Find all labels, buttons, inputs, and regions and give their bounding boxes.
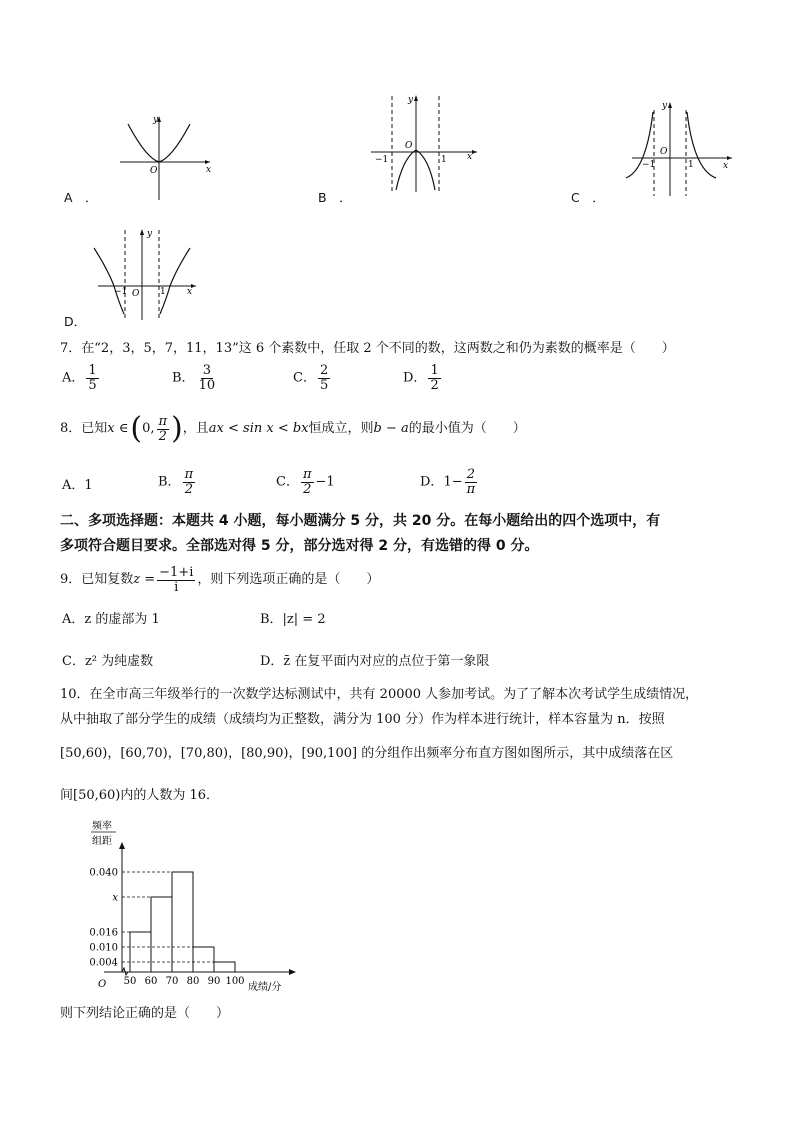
hist-ylabel-top: 频率 bbox=[92, 821, 112, 832]
q7-option-a bbox=[62, 364, 101, 392]
graph-b-y-label: y bbox=[408, 95, 414, 105]
q8-c-num: π bbox=[302, 467, 312, 482]
graph-b-svg bbox=[365, 92, 485, 194]
q9-option-d: D．z̄ 在复平面内对应的点位于第一象限 bbox=[260, 654, 490, 669]
q8-post: 恒成立，则 bbox=[308, 421, 374, 436]
q8-c-suffix: −1 bbox=[315, 474, 335, 490]
graph-c-origin: O bbox=[660, 147, 668, 157]
q7-option-b-letter: B． bbox=[172, 370, 195, 386]
q10-after: 则下列结论正确的是（ ） bbox=[60, 1006, 230, 1021]
q8-b-num: π bbox=[184, 467, 194, 482]
hist-bar bbox=[172, 872, 193, 972]
q7-option-d bbox=[403, 364, 443, 392]
q9-pre: 9．已知复数 bbox=[60, 572, 134, 588]
q8-d-den: π bbox=[466, 481, 476, 497]
graph-c-x-label: x bbox=[723, 161, 729, 171]
q9-option-b: B．|z| = 2 bbox=[260, 612, 326, 627]
q8-option-c bbox=[276, 468, 335, 496]
q8-paren-open: ( bbox=[130, 411, 143, 446]
hist-xtick-label: 50 bbox=[123, 976, 137, 987]
q7-b-den: 10 bbox=[198, 377, 216, 393]
q8-x-in: x ∈ bbox=[107, 421, 129, 436]
q8-option-b-letter: B． bbox=[158, 474, 181, 490]
graph-c-y-label: y bbox=[662, 101, 668, 111]
hist-xtick-label: 100 bbox=[225, 976, 245, 987]
hist-bar bbox=[193, 947, 214, 972]
graph-c-svg bbox=[620, 100, 740, 200]
q10-line4: 间[50,60)内的人数为 16． bbox=[60, 788, 220, 803]
q9-z-eq: z = bbox=[133, 572, 156, 588]
hist-ylabel-bottom: 组距 bbox=[92, 836, 112, 847]
hist-xtick-label: 60 bbox=[144, 976, 158, 987]
q9-option-a: A．z 的虚部为 1 bbox=[62, 612, 160, 627]
q7-option-c bbox=[293, 364, 332, 392]
q8-interval-left: 0, bbox=[142, 421, 155, 436]
hist-bar bbox=[130, 932, 151, 972]
q7-d-den: 2 bbox=[430, 377, 439, 393]
graph-c-minus-one: −1 bbox=[642, 160, 656, 170]
q7-c-num: 2 bbox=[319, 363, 329, 378]
q9-option-c: C．z² 为纯虚数 bbox=[62, 654, 154, 669]
hist-ytick-label: 0.010 bbox=[89, 942, 118, 954]
q7-d-num: 1 bbox=[430, 363, 439, 378]
graph-d-svg bbox=[88, 226, 208, 322]
hist-bar bbox=[151, 897, 172, 972]
q7-option-c-letter: C． bbox=[293, 370, 316, 386]
hist-xtick-label: 80 bbox=[186, 976, 200, 987]
q9-post: ，则下列选项正确的是（ ） bbox=[197, 572, 380, 588]
q8-option-a-text: 1 bbox=[84, 478, 93, 493]
q8-option-a bbox=[62, 476, 93, 496]
q10-line2: 从中抽取了部分学生的成绩（成绩均为正整数，满分为 100 分）作为样本进行统计，样本容量为 n．按照 bbox=[60, 712, 665, 727]
graph-option-d bbox=[88, 226, 208, 322]
q8-pre: 8．已知 bbox=[60, 421, 108, 436]
graph-a-origin: O bbox=[150, 166, 158, 176]
option-a-label: A ． bbox=[64, 190, 98, 205]
hist-y-arrow bbox=[119, 842, 125, 849]
q7-option-b bbox=[172, 364, 219, 392]
q9-num: −1+i bbox=[159, 565, 194, 580]
q7-option-a-letter: A． bbox=[62, 370, 85, 386]
hist-xtick-label: 70 bbox=[165, 976, 179, 987]
q7-stem: 7．在“2，3，5，7，11，13”这 6 个素数中，任取 2 个不同的数，这两数之和仍为素数的概率是（ ） bbox=[60, 341, 675, 356]
graph-b-minus-one: −1 bbox=[375, 155, 389, 165]
q9-den: i bbox=[174, 579, 179, 595]
q7-a-den: 5 bbox=[88, 377, 97, 393]
q8-c-den: 2 bbox=[303, 481, 312, 497]
q8-option-d-letter: D． bbox=[420, 474, 444, 490]
q7-option-d-letter: D． bbox=[403, 370, 427, 386]
hist-ytick-label: 0.040 bbox=[89, 867, 118, 879]
q10-line1: 10．在全市高三年级举行的一次数学达标测试中，共有 20000 人参加考试。为了了解本次考试学生成绩情况， bbox=[60, 687, 699, 702]
q8-option-d bbox=[420, 468, 479, 496]
q8-ineq: ax < sin x < bx bbox=[208, 421, 309, 436]
graph-c-plus-one: 1 bbox=[688, 160, 694, 170]
q9-stem bbox=[60, 566, 379, 594]
histogram-svg bbox=[60, 816, 310, 998]
q8-option-b bbox=[158, 468, 197, 496]
hist-bar bbox=[214, 962, 235, 972]
q8-option-a-letter: A． bbox=[62, 478, 85, 493]
q8-expr: b − a bbox=[373, 421, 409, 436]
q7-b-num: 3 bbox=[202, 363, 211, 378]
q8-mid: ，且 bbox=[182, 421, 209, 436]
graph-a-y-label: y bbox=[153, 115, 159, 125]
section2-line1: 二、多项选择题：本题共 4 小题，每小题满分 5 分，共 20 分。在每小题给出的四个选项中，有 bbox=[60, 513, 661, 529]
q8-interval-num: π bbox=[158, 413, 168, 429]
q7-c-den: 5 bbox=[319, 377, 329, 393]
hist-ytick-label: 0.004 bbox=[89, 957, 118, 969]
hist-ytick-label: 0.016 bbox=[89, 927, 118, 939]
histogram bbox=[60, 816, 310, 998]
graph-option-c bbox=[620, 100, 740, 200]
graph-option-b bbox=[365, 92, 485, 194]
hist-xlabel: 成绩/分 bbox=[248, 982, 282, 993]
option-c-label: C ． bbox=[571, 190, 605, 205]
q8-option-c-letter: C． bbox=[276, 474, 299, 490]
q8-b-den: 2 bbox=[184, 481, 193, 497]
q10-line3: [50,60)，[60,70)，[70,80)，[80,90)，[90,100] 的分组作出频率分布直方图如图所示，其中成绩落在区 bbox=[60, 746, 674, 761]
hist-x-arrow bbox=[289, 969, 296, 975]
graph-d-x-label: x bbox=[187, 287, 193, 297]
q8-stem bbox=[60, 411, 526, 446]
hist-origin: O bbox=[98, 979, 107, 990]
q8-d-prefix: 1− bbox=[443, 474, 463, 490]
option-d-label: D． bbox=[64, 314, 87, 329]
section2-line2: 多项符合题目要求。全部选对得 5 分，部分选对得 2 分，有选错的得 0 分。 bbox=[60, 538, 539, 554]
graph-d-y-label: y bbox=[147, 229, 153, 239]
hist-xtick-label: 90 bbox=[207, 976, 221, 987]
graph-d-minus-one: −1 bbox=[114, 287, 128, 297]
graph-b-origin: O bbox=[405, 141, 413, 151]
graph-d-origin: O bbox=[132, 289, 140, 299]
graph-b-plus-one: 1 bbox=[441, 155, 447, 165]
q8-interval-den: 2 bbox=[158, 428, 167, 444]
graph-a-x-label: x bbox=[206, 165, 212, 175]
q8-tail: 的最小值为（ ） bbox=[408, 421, 526, 436]
option-b-label: B ． bbox=[318, 190, 352, 205]
graph-b-x-label: x bbox=[467, 152, 473, 162]
q8-d-num: 2 bbox=[466, 467, 476, 482]
graph-d-plus-one: 1 bbox=[160, 287, 166, 297]
q8-paren-close: ) bbox=[171, 411, 183, 446]
q7-a-num: 1 bbox=[88, 363, 97, 378]
hist-ytick-label: x bbox=[112, 892, 118, 904]
